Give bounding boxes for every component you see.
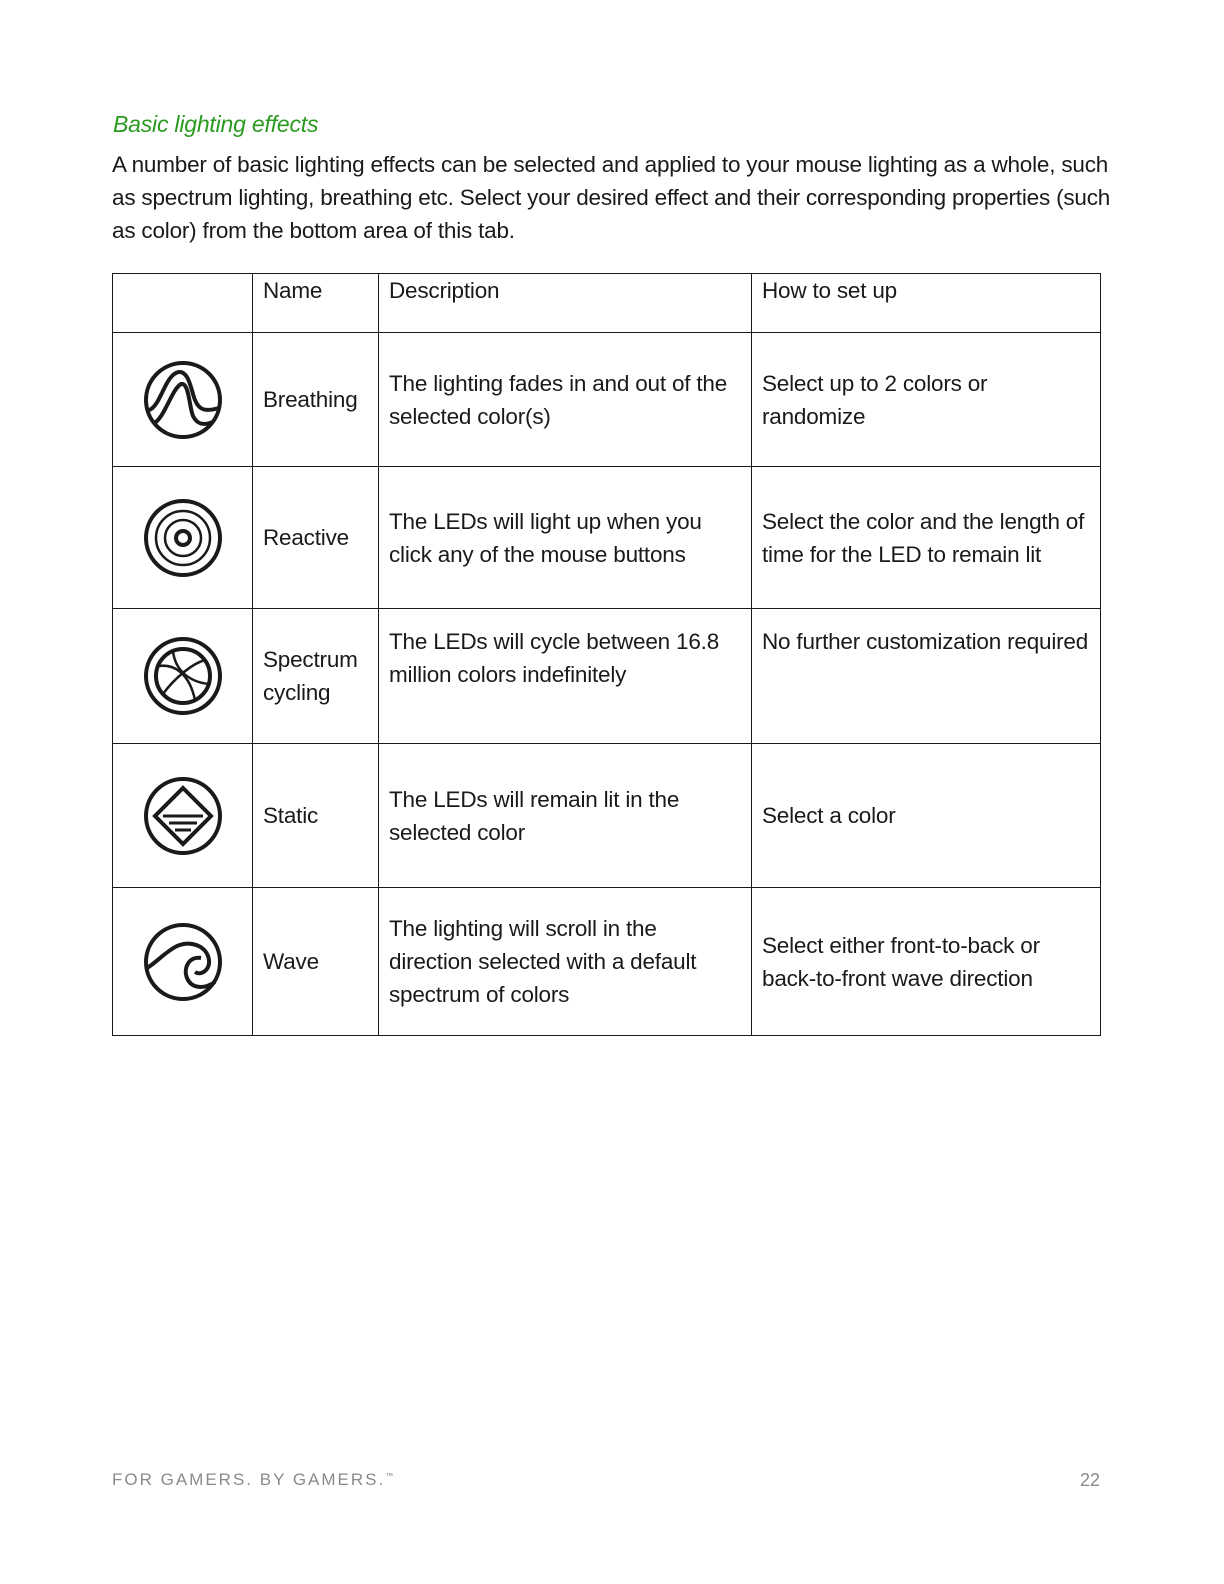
table-row: [113, 467, 1101, 609]
trademark-symbol: ™: [385, 1471, 394, 1481]
effect-how-to: Select a color: [752, 744, 1101, 888]
table-header-row: [113, 274, 1101, 333]
static-icon: [143, 776, 223, 856]
effect-how-to: Select either front-to-back or back-to-front wave direction: [752, 888, 1101, 1036]
lighting-effects-table: [112, 273, 1101, 1036]
header-icon-cell: [113, 274, 253, 333]
wave-icon: [143, 922, 223, 1002]
effect-name: Static: [253, 744, 379, 888]
table-row: [113, 333, 1101, 467]
effect-description: The LEDs will light up when you click any of the mouse buttons: [379, 467, 752, 609]
effect-name: Reactive: [253, 467, 379, 609]
effect-how-to: No further customization required: [752, 609, 1101, 744]
header-how-to-set-up: How to set up: [752, 274, 1101, 333]
table-row: [113, 888, 1101, 1036]
footer-tagline-text: FOR GAMERS. BY GAMERS.: [112, 1470, 386, 1489]
effect-name: Spectrum cycling: [253, 609, 379, 744]
spectrum-cycling-icon: [143, 636, 223, 716]
effect-description: The lighting fades in and out of the selected color(s): [379, 333, 752, 467]
page-number: 22: [1079, 1470, 1100, 1490]
table-row: [113, 609, 1101, 744]
table-row: [113, 744, 1101, 888]
footer-tagline: [112, 1470, 393, 1490]
effect-how-to: Select the color and the length of time for the LED to remain lit: [752, 467, 1101, 609]
intro-paragraph: A number of basic lighting effects can be selected and applied to your mouse lighting as a whole, such as spectrum lighting, breathing etc. Select your desired effect and their corresponding properties (such as color) from the bottom area of this tab.: [112, 152, 1111, 243]
effect-description: The lighting will scroll in the direction selected with a default spectrum of colors: [379, 888, 752, 1036]
breathing-icon: [143, 360, 223, 440]
effect-description: The LEDs will remain lit in the selected color: [379, 744, 752, 888]
effect-how-to: Select up to 2 colors or randomize: [752, 333, 1101, 467]
reactive-icon: [143, 498, 223, 578]
header-description: Description: [379, 274, 752, 333]
section-title: Basic lighting effects: [113, 111, 319, 137]
effect-description: The LEDs will cycle between 16.8 million colors indefinitely: [379, 609, 752, 744]
effect-name: Wave: [253, 888, 379, 1036]
effect-name: Breathing: [253, 333, 379, 467]
header-name: Name: [253, 274, 379, 333]
